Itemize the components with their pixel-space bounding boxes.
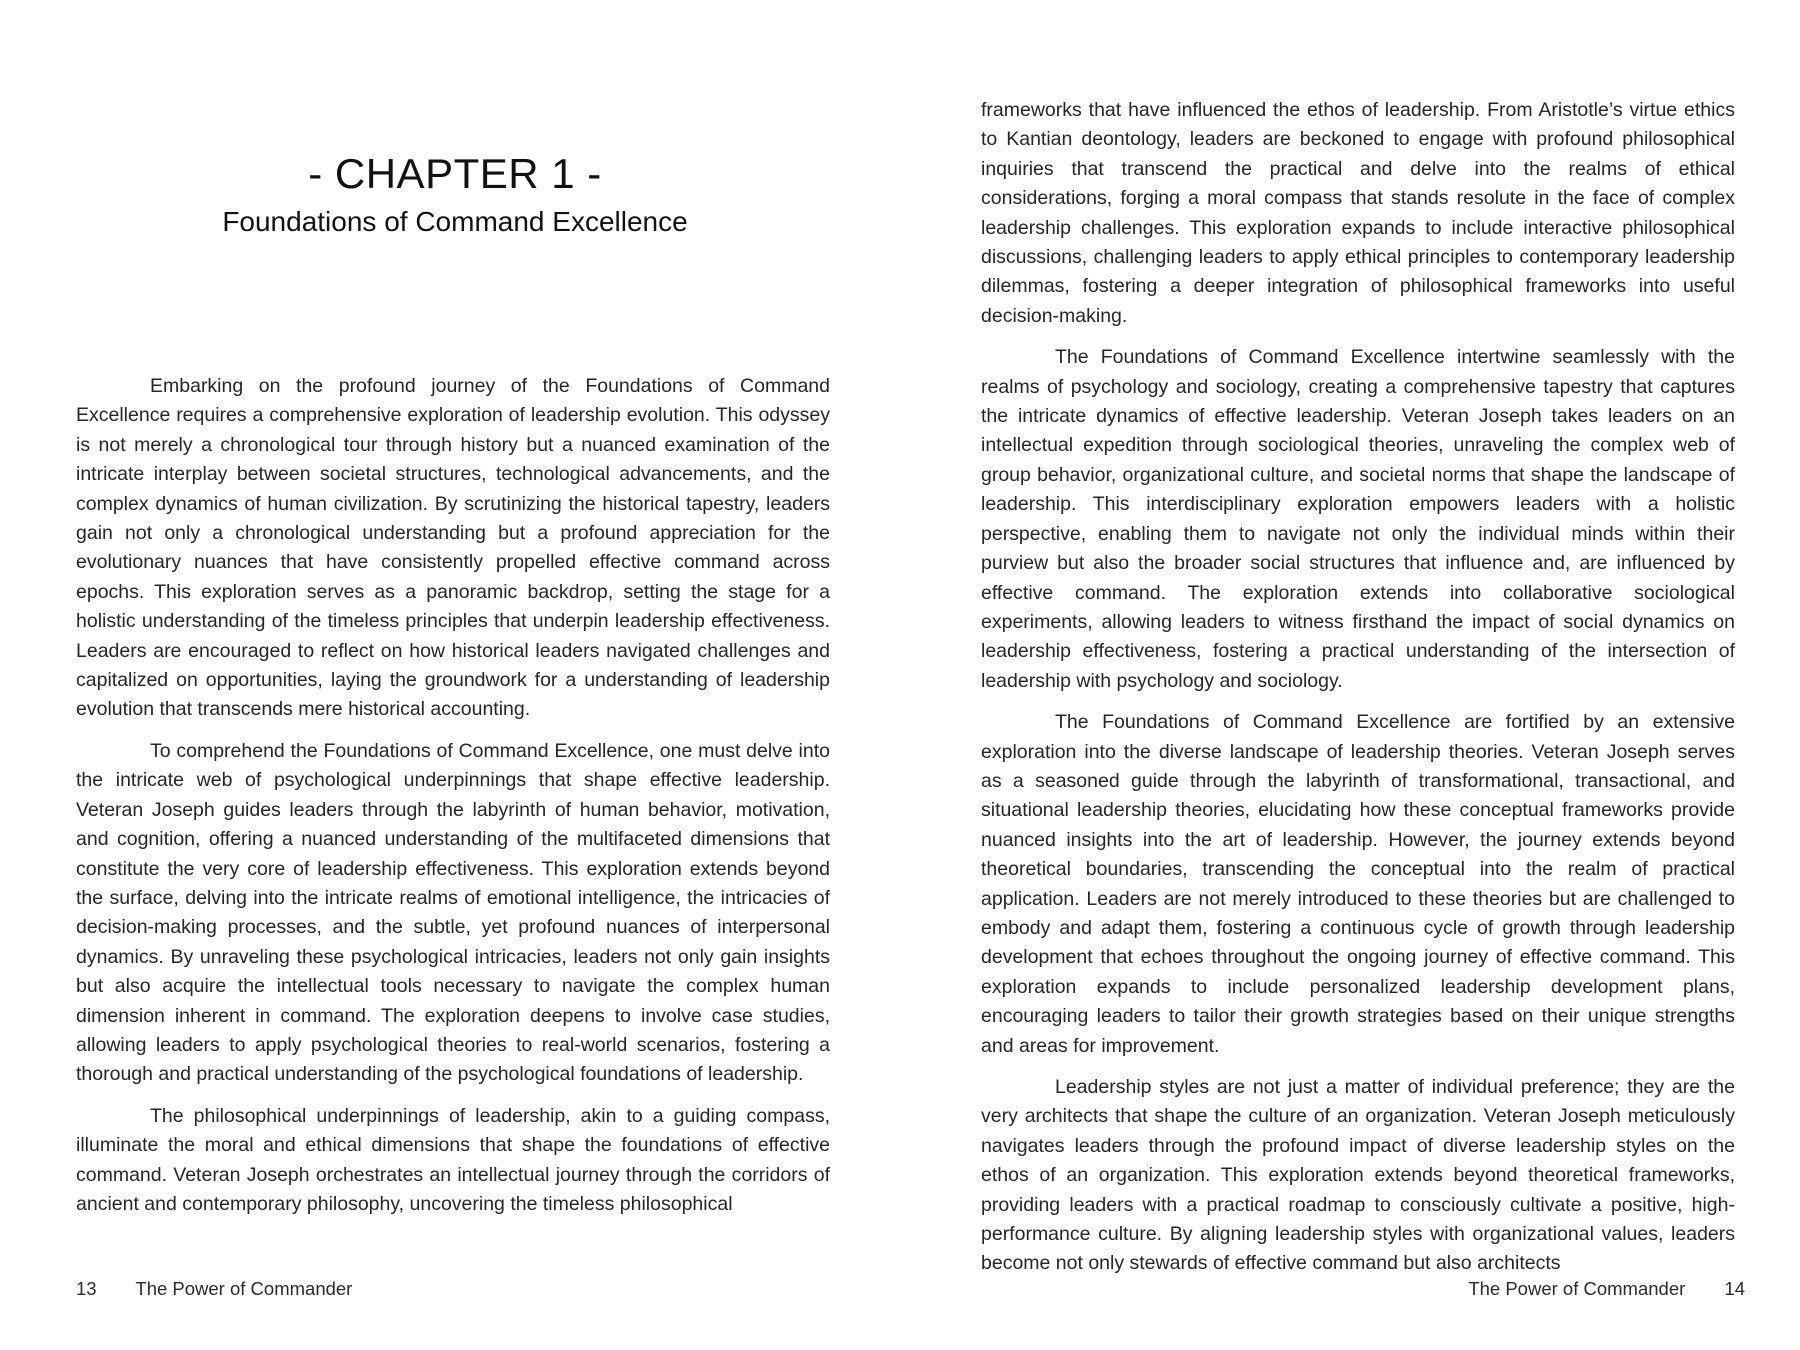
chapter-title: - CHAPTER 1 - <box>308 150 602 197</box>
running-title: The Power of Commander <box>135 1278 353 1299</box>
paragraph-continuation: frameworks that have influenced the ethos of leadership. From Aristotle’s virtue ethics to Kantian deontology, leaders are beckoned to engage with profound philosophical inquiries that transcend the practical and delve into the realms of ethical considerations, forging a moral compass that stands resolute in the face of complex leadership challenges. This exploration expands to include interactive philosophical discussions, challenging leaders to apply ethical principles to contemporary leadership dilemmas, fostering a deeper integration of philosophical frameworks into useful decision-making. <box>981 99 1735 327</box>
running-title: The Power of Commander <box>1468 1278 1686 1299</box>
left-page-body <box>76 372 830 1231</box>
left-page-footer <box>76 1277 352 1301</box>
page-number: 14 <box>1724 1278 1745 1299</box>
paragraph: Embarking on the profound journey of the Foundations of Command Excellence requires a comprehensive exploration of leadership evolution. This odyssey is not merely a chronological tour through history but a nuanced examination of the intricate interplay between societal structures, technological advancements, and the complex dynamics of human civilization. By scrutinizing the historical tapestry, leaders gain not only a chronological understanding but a profound appreciation for the evolutionary nuances that have consistently propelled effective command across epochs. This exploration serves as a panoramic backdrop, setting the stage for a holistic understanding of the timeless principles that underpin leadership effectiveness. Leaders are encouraged to reflect on how historical leaders navigated challenges and capitalized on opportunities, laying the groundwork for a understanding of leadership evolution that transcends mere historical accounting. <box>76 375 830 721</box>
chapter-subtitle: Foundations of Command Excellence <box>222 206 688 237</box>
paragraph: The philosophical underpinnings of leadership, akin to a guiding compass, illuminate the moral and ethical dimensions that shape the foundations of effective command. Veteran Joseph orchestrates an intellectual journey through the corridors of ancient and contemporary philosophy, uncovering the timeless philosophical <box>76 1104 830 1215</box>
right-page-body <box>981 96 1735 1291</box>
paragraph: Leadership styles are not just a matter of individual preference; they are the very architects that shape the culture of an organization. Veteran Joseph meticulously navigates leaders through the profound impact of diverse leadership styles on the ethos of an organization. This exploration extends beyond theoretical frameworks, providing leaders with a practical roadmap to consciously cultivate a positive, high-performance culture. By aligning leadership styles with organizational values, leaders become not only stewards of effective command but also architects <box>981 1076 1735 1275</box>
chapter-heading <box>75 148 835 242</box>
paragraph: The Foundations of Command Excellence intertwine seamlessly with the realms of psychology and sociology, creating a comprehensive tapestry that captures the intricate dynamics of effective leadership. Veteran Joseph takes leaders on an intellectual expedition through sociological theories, unraveling the complex web of group behavior, organizational culture, and societal norms that shape the landscape of leadership. This interdisciplinary exploration empowers leaders with a holistic perspective, enabling them to navigate not only the individual minds within their purview but also the broader social structures that influence and, are influenced by effective command. The exploration extends into collaborative sociological experiments, allowing leaders to witness firsthand the impact of social dynamics on leadership effectiveness, fostering a practical understanding of the intersection of leadership with psychology and sociology. <box>981 346 1735 692</box>
page-number: 13 <box>76 1278 97 1299</box>
paragraph: To comprehend the Foundations of Command Excellence, one must delve into the intricate web of psychological underpinnings that shape effective leadership. Veteran Joseph guides leaders through the labyrinth of human behavior, motivation, and cognition, offering a nuanced understanding of the multifaceted dimensions that constitute the very core of leadership effectiveness. This exploration extends beyond the surface, delving into the intricate realms of emotional intelligence, the intricacies of decision-making processes, and the subtle, yet profound nuances of interpersonal dynamics. By unraveling these psychological intricacies, leaders not only gain insights but also acquire the intellectual tools necessary to navigate the complex human dimension inherent in command. The exploration deepens to involve case studies, allowing leaders to apply psychological theories to real-world scenarios, fostering a thorough and practical understanding of the psychological foundations of leadership. <box>76 739 830 1086</box>
paragraph: The Foundations of Command Excellence are fortified by an extensive exploration into the diverse landscape of leadership theories. Veteran Joseph serves as a seasoned guide through the labyrinth of transformational, transactional, and situational leadership theories, elucidating how these conceptual frameworks provide nuanced insights into the art of leadership. However, the journey extends beyond theoretical boundaries, transcending the conceptual into the realm of practical application. Leaders are not merely introduced to these theories but are challenged to embody and adapt them, fostering a continuous cycle of growth through leadership development that echoes throughout the ongoing journey of effective command. This exploration expands to include personalized leadership development plans, encouraging leaders to tailor their growth strategies based on their unique strengths and areas for improvement. <box>981 711 1735 1057</box>
right-page-footer <box>1468 1277 1745 1301</box>
right-page <box>900 0 1800 1350</box>
